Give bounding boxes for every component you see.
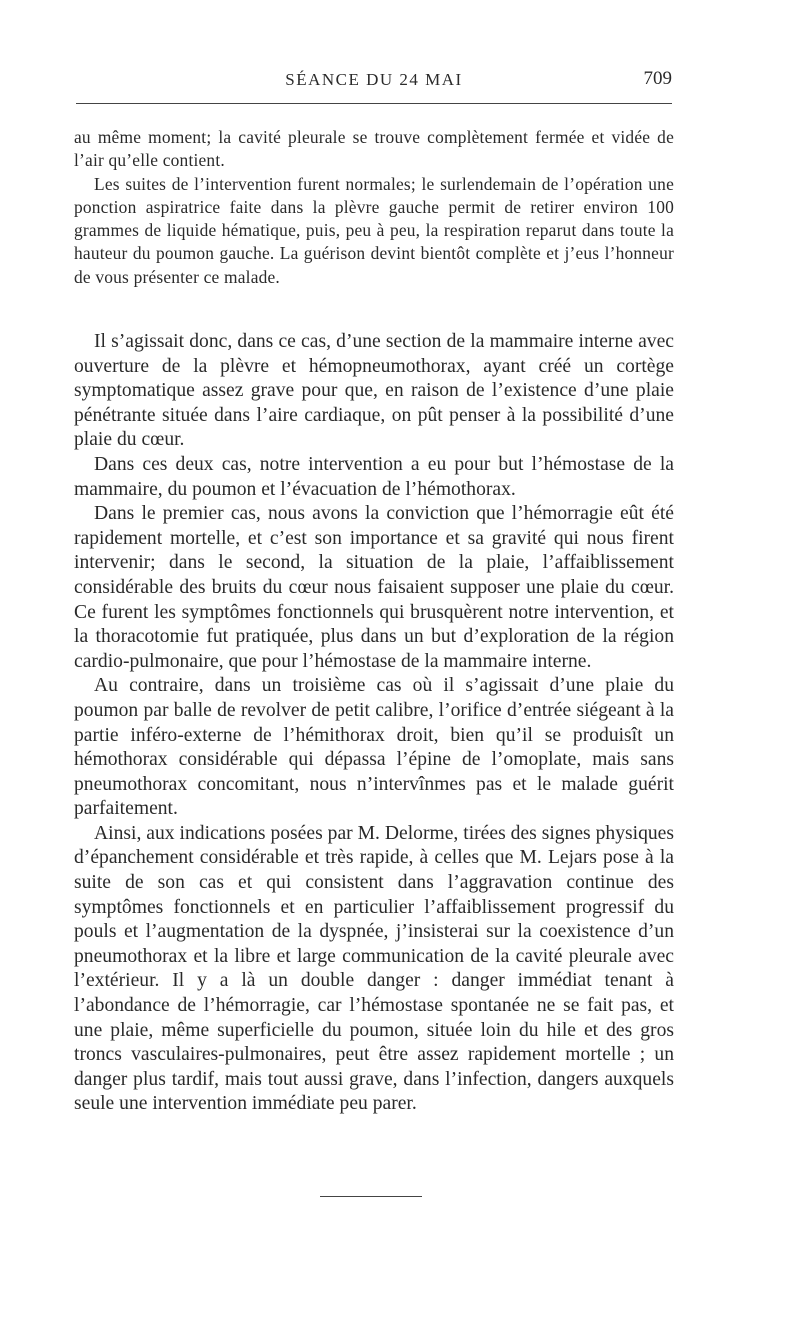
paragraph: Au contraire, dans un troisième cas où il s’agissait d’une plaie du poumon par balle de revolver de petit calibre, l’orifice d’entrée siégeant à la partie inféro-externe de l’hémithorax droit, bien qu’il se produisît un hémothorax considérable qui dépassa l’épine de l’omoplate, mais sans pneumothorax concomitant, nous n’intervînmes pas et le malade guérit parfaitement. — [74, 675, 674, 820]
main-text-section — [74, 330, 674, 1117]
paragraph: Il s’agissait donc, dans ce cas, d’une section de la mammaire interne avec ouverture de la plèvre et hémopneumothorax, ayant créé un cortège symptomatique assez grave pour que, en raison de l’existence d’une plaie pénétrante située dans l’aire cardiaque, on pût penser à la possibilité d’une plaie du cœur. — [74, 331, 674, 451]
header-divider — [76, 103, 672, 104]
paragraph: Dans ces deux cas, notre intervention a eu pour but l’hémostase de la mammaire, du poumon et l’évacuation de l’hémothorax. — [74, 453, 674, 500]
page-number: 709 — [643, 68, 672, 89]
end-divider — [320, 1196, 422, 1197]
paragraph: au même moment; la cavité pleurale se trouve complètement fermée et vidée de l’air qu’elle contient. — [74, 127, 674, 171]
page-header — [76, 68, 672, 94]
paragraph: Les suites de l’intervention furent normales; le surlendemain de l’opération une ponction aspiratrice faite dans la plèvre gauche permit de retirer environ 100 grammes de liquide hématique, puis, peu à peu, la respiration reparut dans toute la hauteur du poumon gauche. La guérison devint bientôt complète et j’eus l’honneur de vous présenter ce malade. — [74, 173, 674, 287]
running-title: SÉANCE DU 24 MAI — [285, 70, 463, 89]
paragraph: Ainsi, aux indications posées par M. Delorme, tirées des signes physiques d’épanchement considérable et très rapide, à celles que M. Lejars pose à la suite de son cas et qui consistent dans l’aggravation continue des symptômes fonctionnels et en particulier l’affaiblissement progressif du pouls et l’augmentation de la dyspnée, j’insisterai sur la coexistence d’un pneumothorax et la libre et large communication de la cavité pleurale avec l’extérieur. Il y a là un double danger : danger immédiat tenant à l’abondance de l’hémorragie, car l’hémostase spontanée ne se fait pas, et une plaie, même superficielle du poumon, située loin du hile et des gros troncs vasculaires-pulmonaires, peut être assez rapidement mortelle ; un danger plus tardif, mais tout aussi grave, dans l’infection, dangers auxquels seule une intervention immédiate peu parer. — [74, 822, 674, 1115]
paragraph: Dans le premier cas, nous avons la conviction que l’hémorragie eût été rapidement mortelle, et c’est son importance et sa gravité qui nous firent intervenir; dans le second, la situation de la plaie, l’affaiblissement considérable des bruits du cœur nous faisaient supposer une plaie du cœur. Ce furent les symptômes fonctionnels qui brusquèrent notre intervention, et la thoracotomie fut pratiquée, plus dans un but d’exploration de la région cardio-pulmonaire, que pour l’hémostase de la mammaire interne. — [74, 503, 674, 672]
small-print-section — [74, 126, 674, 289]
